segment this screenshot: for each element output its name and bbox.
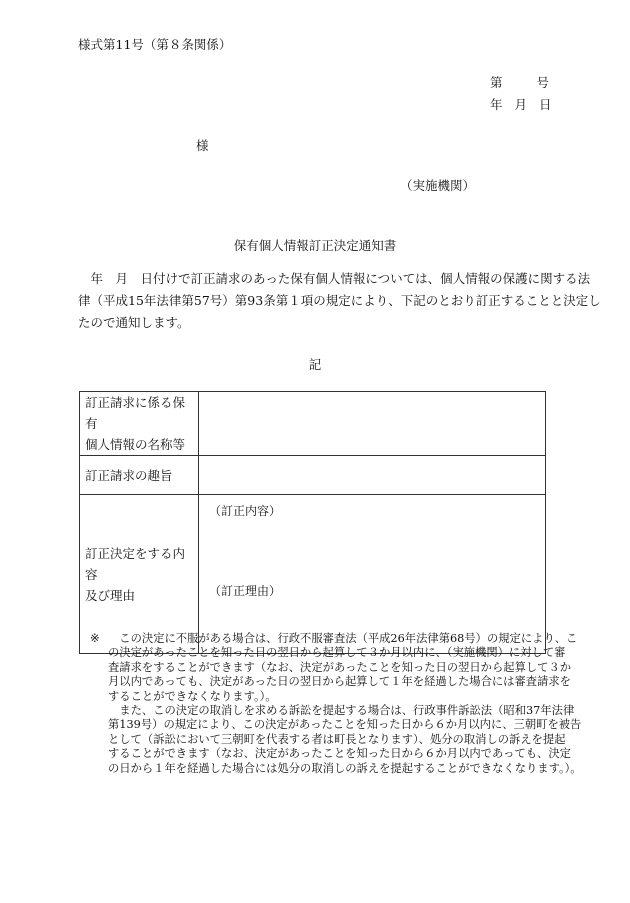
note-line: 査請求をすることができます（なお、決定があったことを知った日の翌日から起算して３か (108, 660, 572, 674)
notes-text (94, 632, 582, 776)
note-line: 月以内であっても、決定があった日の翌日から起算して１年を経過した場合には審査請求を (108, 675, 571, 689)
notice-body (78, 268, 601, 334)
number-prefix: 第 (490, 75, 503, 90)
number-suffix: 号 (536, 75, 550, 90)
note-line: 第139号）の規定により、この決定があったことを知った日から６か月以内に、三朝町を被告 (108, 718, 582, 732)
body-line-3: たので通知します。 (78, 315, 190, 330)
table-row (80, 456, 546, 495)
row-value-request-purpose (199, 456, 546, 495)
row-label-request-purpose: 訂正請求の趣旨 (80, 456, 199, 495)
row-value-decision-content (199, 495, 546, 654)
form-number: 様式第11号（第８条関係） (78, 37, 232, 52)
ki-heading: 記 (308, 357, 322, 372)
label-line: 訂正決定をする内容 (85, 545, 186, 582)
label-line: 個人情報の名称等 (85, 437, 186, 452)
body-line-1: 年 月 日付けで訂正請求のあった保有個人情報については、個人情報の保護に関する法 (78, 271, 591, 286)
body-line-2: 律（平成15年法律第57号）第93条第１項の規定により、下記のとおり訂正することと決定し (78, 293, 601, 308)
date-line (490, 95, 552, 113)
row-label-decision-content (80, 495, 199, 654)
date-day: 日 (539, 97, 552, 112)
date-year: 年 (490, 97, 503, 112)
addressee: 様 (196, 138, 209, 153)
decision-table (79, 391, 546, 654)
table-row (80, 495, 546, 654)
document-number-line (490, 73, 549, 91)
note-line: することができます（なお、決定があったことを知った日から６か月以内であっても、決定 (108, 747, 571, 761)
row-value-information-name (199, 392, 546, 456)
note-line: することができなくなります。）。 (108, 689, 277, 703)
note-line: として（訴訟において三朝町を代表する者は町長となります）、処分の取消しの訴えを提起 (108, 732, 566, 746)
correction-content-label: （訂正内容） (209, 504, 282, 518)
note-line: また、この決定の取消しを求める訴訟を提起する場合は、行政事件訴訟法（昭和37年法律 (108, 704, 575, 718)
date-month: 月 (514, 97, 528, 112)
note-line: この決定に不服がある場合は、行政不服審査法（平成26年法律第68号）の規定により、こ (108, 632, 578, 645)
document-title: 保有個人情報訂正決定通知書 (233, 238, 397, 253)
notes (90, 632, 582, 776)
table-row (80, 392, 546, 456)
note-line: の決定があったことを知った日の翌日から起算して３か月以内に、（実施機関）に対して審 (108, 646, 566, 660)
label-line: 及び理由 (85, 587, 136, 603)
note-mark: ※ (90, 632, 100, 645)
row-label-information-name (80, 392, 199, 456)
label-line: 訂正請求に係る保有 (85, 395, 186, 431)
note-line: の日から１年を経過した場合には処分の取消しの訴えを提起することができなくなります。）。 (108, 761, 582, 775)
correction-reason-label: （訂正理由） (209, 584, 282, 598)
implementing-agency: （実施機関） (400, 178, 476, 193)
